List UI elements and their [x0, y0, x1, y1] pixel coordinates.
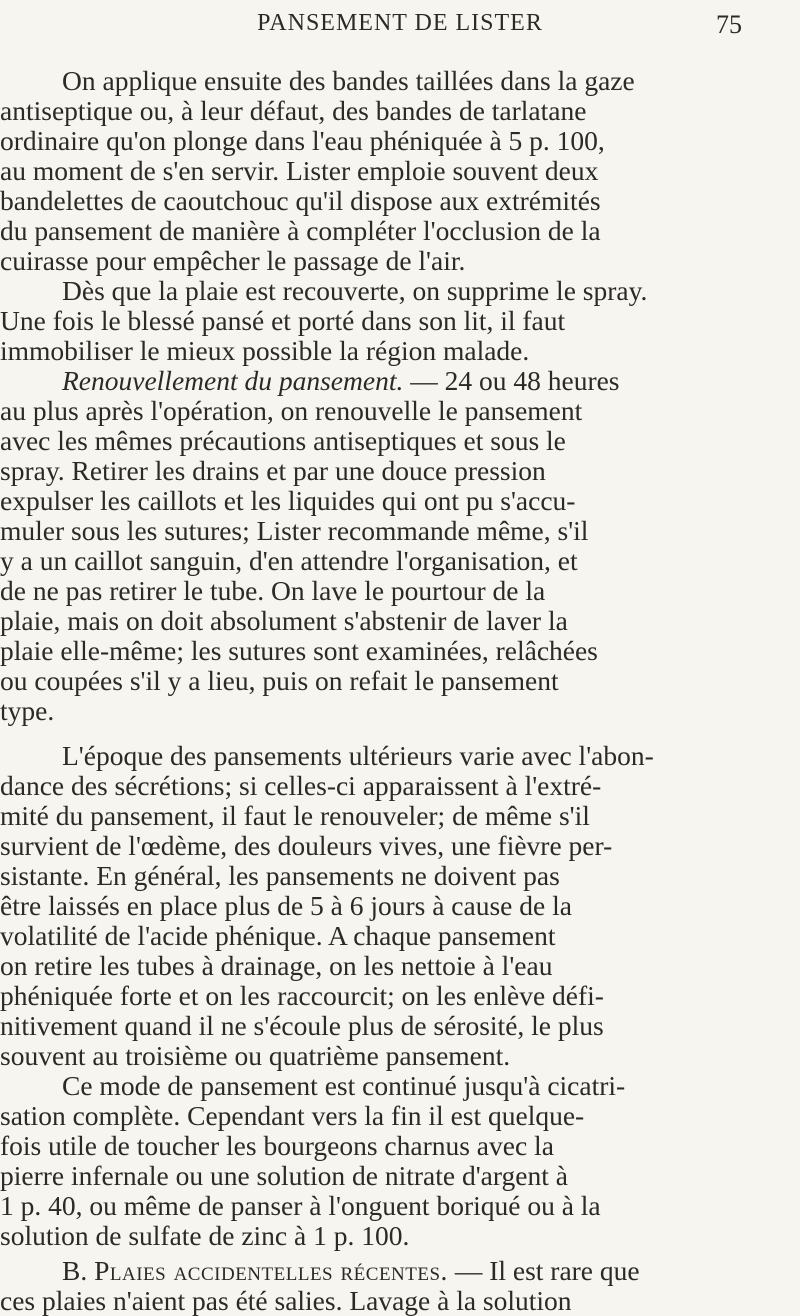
- text-line: immobiliser le mieux possible la région malade.: [0, 335, 530, 366]
- section-heading-line: Renouvellement du pansement. — 24 ou 48 heures: [62, 365, 620, 396]
- text-line: expulser les caillots et les liquides qui ont pu s'accu-: [0, 485, 576, 516]
- text-line: ou coupées s'il y a lieu, puis on refait le pansement: [0, 665, 559, 696]
- text-line: 1 p. 40, ou même de panser à l'onguent boriqué ou à la: [0, 1190, 601, 1221]
- text-line: y a un caillot sanguin, d'en attendre l'organisation, et: [0, 545, 578, 576]
- text-line: On applique ensuite des bandes taillées dans la gaze: [62, 65, 635, 96]
- text-line: ces plaies n'aient pas été salies. Lavage à la solution: [0, 1285, 572, 1316]
- text-line: de ne pas retirer le tube. On lave le pourtour de la: [0, 575, 546, 606]
- text-line: survient de l'œdème, des douleurs vives, une fièvre per-: [0, 830, 613, 861]
- running-title: PANSEMENT DE LISTER: [257, 10, 543, 36]
- text-line: antiseptique ou, à leur défaut, des bandes de tarlatane: [0, 95, 587, 126]
- subsection-heading-line: B. Plaies accidentelles récentes. — Il est rare que: [62, 1255, 640, 1286]
- text-line: dance des sécrétions; si celles-ci apparaissent à l'extré-: [0, 770, 602, 801]
- text-line: du pansement de manière à compléter l'occlusion de la: [0, 215, 601, 246]
- text-line: cuirasse pour empêcher le passage de l'air.: [0, 245, 466, 276]
- text-line: ordinaire qu'on plonge dans l'eau phéniquée à 5 p. 100,: [0, 125, 605, 156]
- text-line: on retire les tubes à drainage, on les nettoie à l'eau: [0, 950, 553, 981]
- text-line: plaie, mais on doit absolument s'abstenir de laver la: [0, 605, 568, 636]
- section-heading: Renouvellement du pansement.: [62, 365, 404, 396]
- text-line: au plus après l'opération, on renouvelle le pansement: [0, 395, 583, 426]
- text-line: solution de sulfate de zinc à 1 p. 100.: [0, 1220, 410, 1251]
- text-line: avec les mêmes précautions antiseptiques et sous le: [0, 425, 566, 456]
- text-line: L'époque des pansements ultérieurs varie avec l'abon-: [62, 740, 654, 771]
- text-line: volatilité de l'acide phénique. A chaque pansement: [0, 920, 556, 951]
- text-line: souvent au troisième ou quatrième pansement.: [0, 1040, 511, 1071]
- text-line: phéniquée forte et on les raccourcit; on les enlève défi-: [0, 980, 604, 1011]
- text-line: spray. Retirer les drains et par une douce pression: [0, 455, 546, 486]
- text-line: bandelettes de caoutchouc qu'il dispose aux extrémités: [0, 185, 601, 216]
- text-line: sation complète. Cependant vers la fin il est quelque-: [0, 1100, 585, 1131]
- text-line: plaie elle-même; les sutures sont examinées, relâchées: [0, 635, 598, 666]
- text-line: nitivement quand il ne s'écoule plus de sérosité, le plus: [0, 1010, 604, 1041]
- text-line: sistante. En général, les pansements ne doivent pas: [0, 860, 560, 891]
- text-line: pierre infernale ou une solution de nitrate d'argent à: [0, 1160, 568, 1191]
- text-line: être laissés en place plus de 5 à 6 jours à cause de la: [0, 890, 572, 921]
- text-line: Une fois le blessé pansé et porté dans son lit, il faut: [0, 305, 566, 336]
- text-line: au moment de s'en servir. Lister emploie souvent deux: [0, 155, 599, 186]
- text-line: muler sous les sutures; Lister recommande même, s'il: [0, 515, 589, 546]
- text-line: Dès que la plaie est recouverte, on supprime le spray.: [62, 275, 648, 306]
- text-line: type.: [0, 695, 55, 726]
- page-number: 75: [716, 10, 742, 39]
- text-line: Ce mode de pansement est continué jusqu'à cicatri-: [62, 1070, 626, 1101]
- text-line: mité du pansement, il faut le renouveler; de même s'il: [0, 800, 590, 831]
- running-head: [0, 10, 800, 50]
- text-line: fois utile de toucher les bourgeons charnus avec la: [0, 1130, 554, 1161]
- subsection-heading: Plaies accidentelles récentes.: [94, 1255, 448, 1286]
